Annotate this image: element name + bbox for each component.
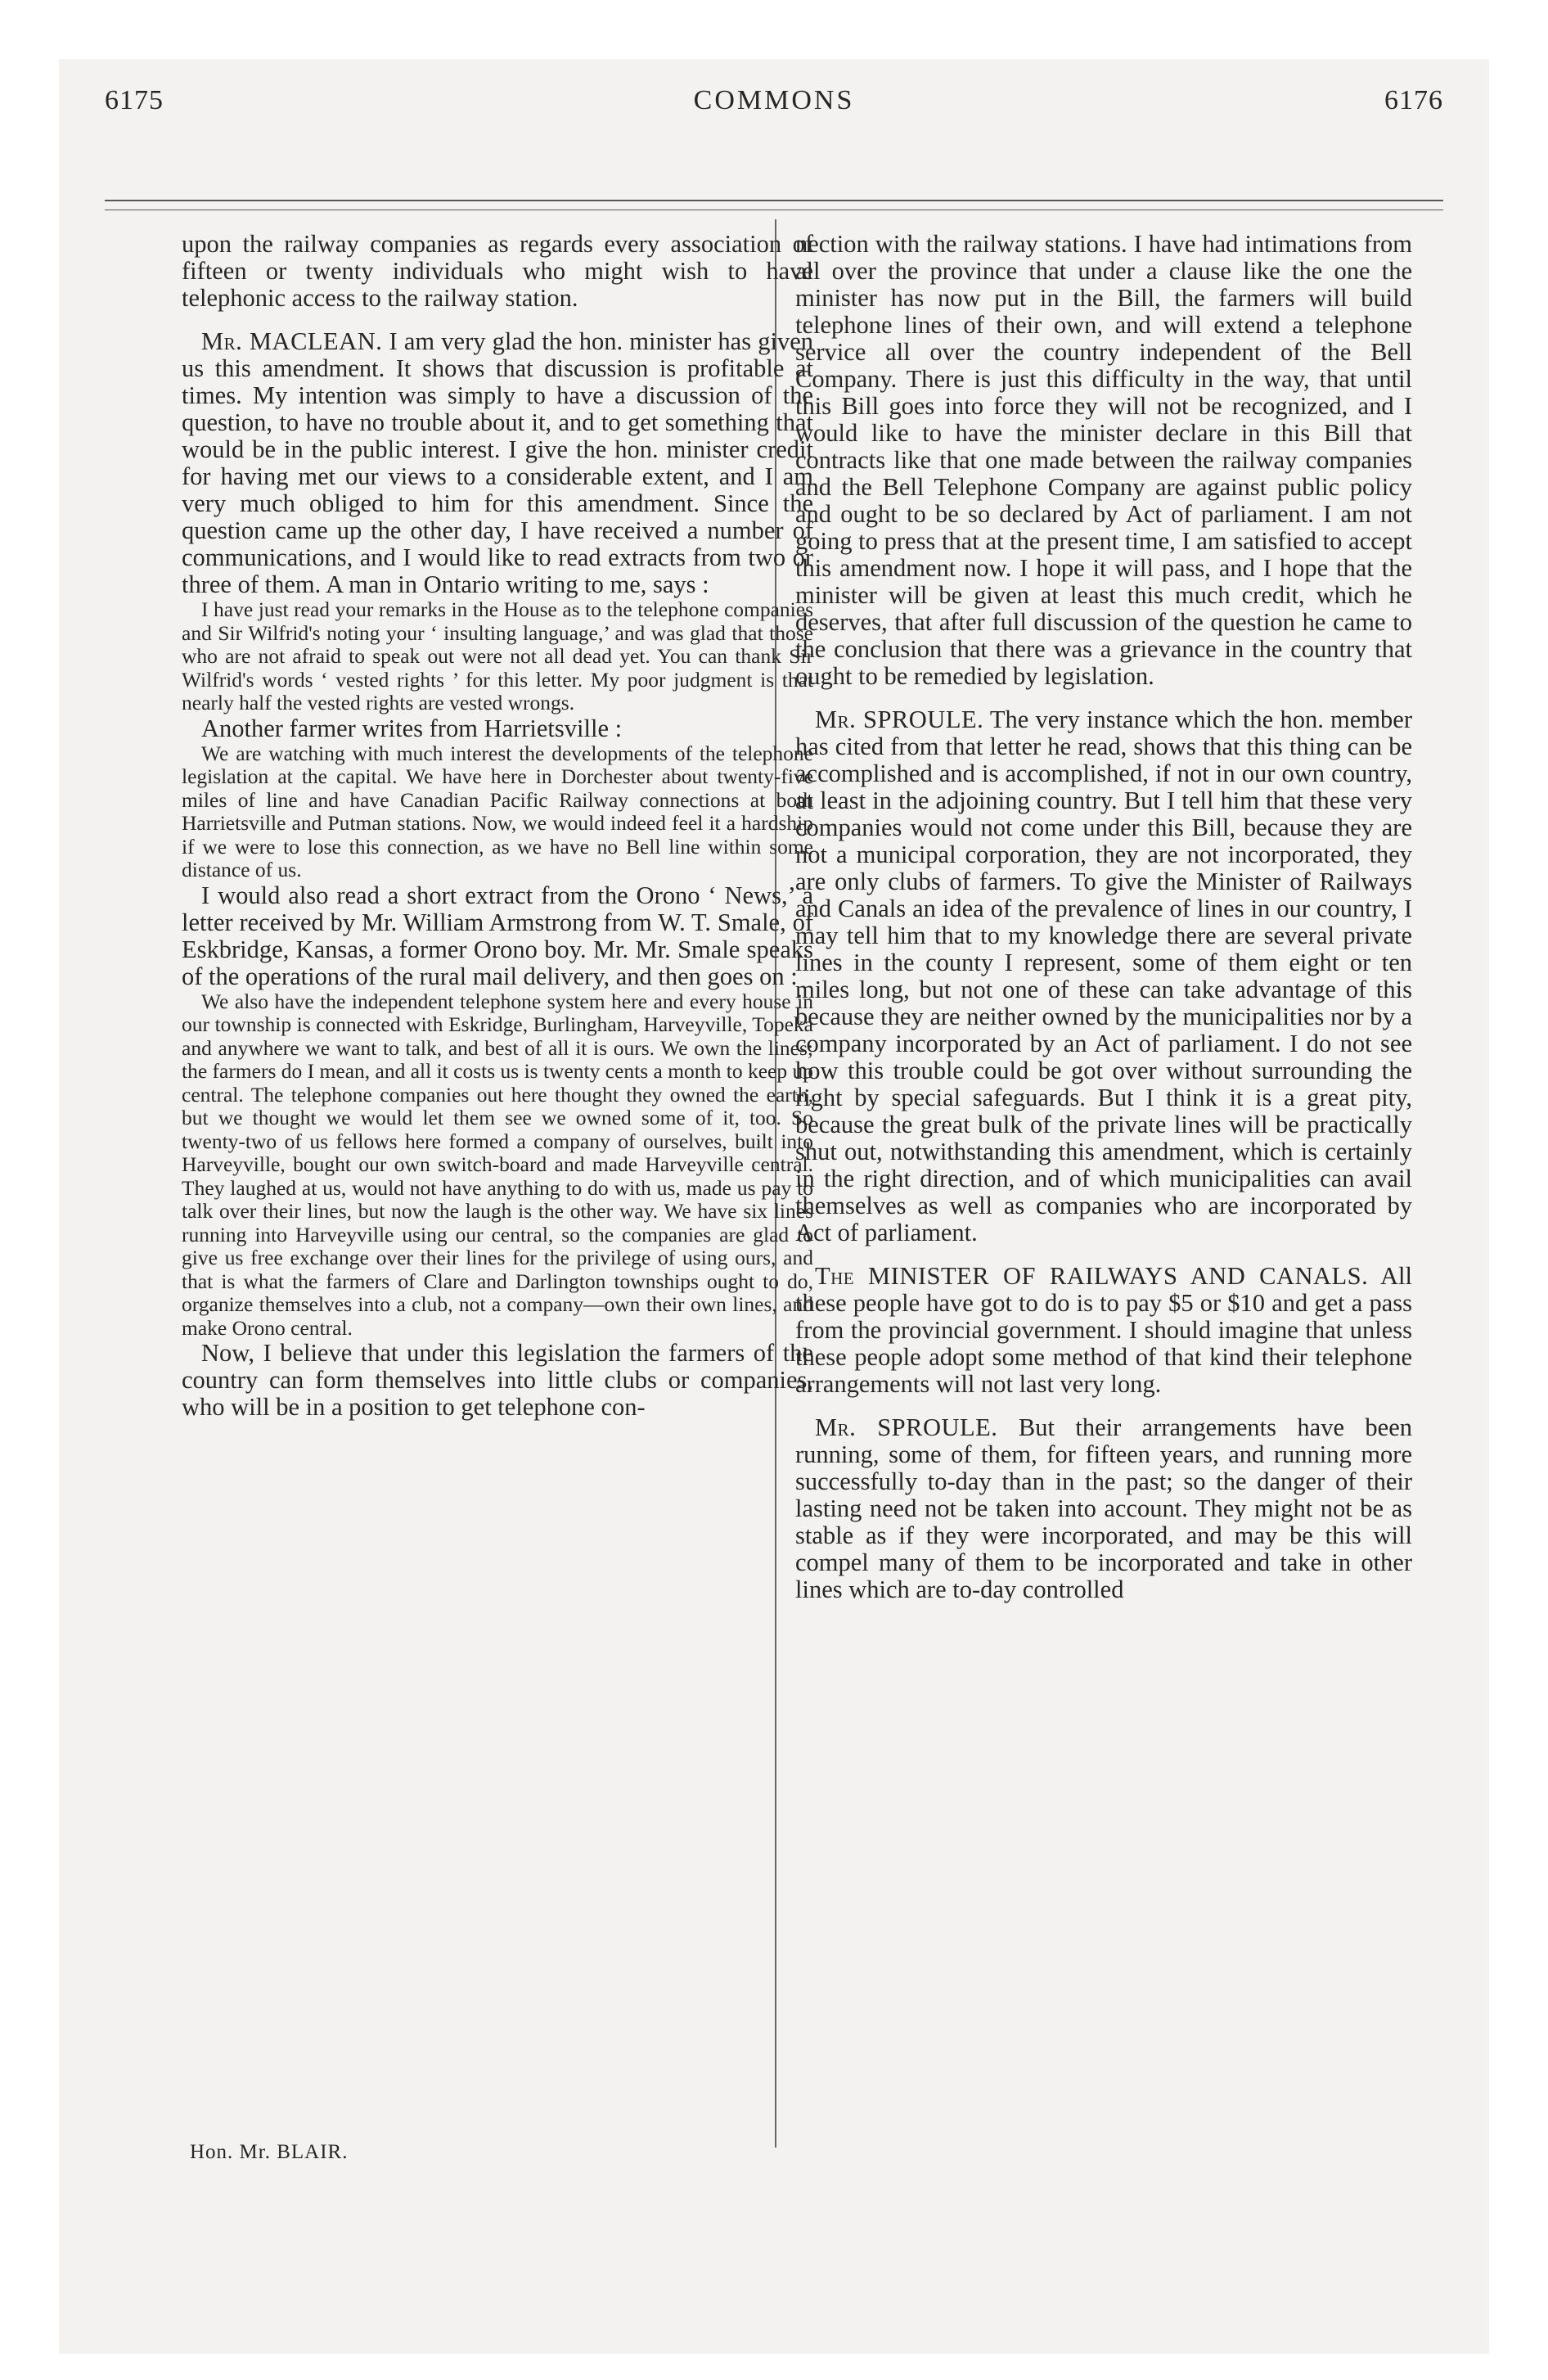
paragraph <box>182 882 813 990</box>
speaker-name: The MINISTER OF RAILWAYS AND CANALS. <box>815 1262 1369 1290</box>
left-column <box>182 231 813 1421</box>
page-number-left: 6175 <box>105 85 164 115</box>
speech-text: Now, I believe that under this legislation the farmers of the country can form themselves into little clubs or companies, who will be in a position to get telephone con- <box>182 1339 813 1421</box>
speech-text: But their arrangements have been running, some of them, for fifteen years, and running more successfully to-day than in the past; so the danger of their lasting need not be taken into account. They might not be as stable as if they were incorporated, and may be this will compel many of them to be incorporated and take in other lines which are to-day controlled <box>795 1413 1412 1603</box>
speech-text: Another farmer writes from Harrietsville : <box>201 714 623 742</box>
speaker-name: Mr. SPROULE. <box>815 705 984 733</box>
quoted-letter <box>182 742 813 882</box>
right-column <box>795 231 1412 1603</box>
page-number-right: 6176 <box>1384 85 1443 115</box>
quote-text: We also have the independent telephone system here and every house in our township is connected with Eskridge, Burlingham, Harveyville, Topeka and anywhere we want to talk, and best of all it is ours. We own the lines; the farmers do I mean, and all it costs us is twenty cents a month to keep up central. The telephone companies out here thought they owned the earth, but we thought we would let them see we owned some of it, too. So twenty-two of us fellows here formed a company of ourselves, built into Harveyville, bought our own switch-board and made Harveyville central. They laughed at us, would not have anything to do with us, made us pay to talk over their lines, but now the laugh is the other way. We have six lines running into Harveyville using our central, so the companies are glad to give us free exchange over their lines for the privilege of using ours, and that is what the farmers of Clare and Darlington townships ought to do, organize themselves into a club, not a company—own their own lines, and make Orono central. <box>182 989 813 1340</box>
quoted-letter <box>182 598 813 715</box>
speech-text: I would also read a short extract from the Orono ‘ News,’ a letter received by Mr. William Armstrong from W. T. Smale, of Eskbridge, Kansas, a former Orono boy. Mr. Mr. Smale speaks of the operations of the rural mail delivery, and then goes on : <box>182 881 813 990</box>
speech-text: All these people have got to do is to pay $5 or $10 and get a pass from the provincial government. I should imagine that unless these people adopt some method of that kind their telephone arrangements will not last very long. <box>795 1262 1412 1398</box>
paragraph: nection with the railway stations. I have had intimations from all over the province that under a clause like the one the minister has now put in the Bill, the farmers will build telephone lines of their own, and will extend a telephone service all over the country independent of the Bell Company. There is just this difficulty in the way, that until this Bill goes into force they will not be recognized, and I would like to have the minister declare in this Bill that contracts like that one made between the railway companies and the Bell Telephone Company are against public policy and ought to be so declared by Act of parliament. I am not going to press that at the present time, I am satisfied to accept this amendment now. I hope it will pass, and I hope that the minister will be given at least this much credit, which he deserves, that after full discussion of the question he came to the conclusion that there was a grievance in the country that ought to be remedied by legislation. <box>795 230 1412 690</box>
paragraph <box>182 328 813 598</box>
footer-speaker-ref: Hon. Mr. BLAIR. <box>190 2141 349 2163</box>
speaker-name: Mr. MACLEAN. <box>201 327 383 355</box>
speaker-name: Mr. SPROULE. <box>815 1413 998 1441</box>
paragraph <box>182 1340 813 1421</box>
paragraph <box>795 1263 1412 1398</box>
quote-text: We are watching with much interest the developments of the telephone legislation at the capital. We have here in Dorchester about twenty-five miles of line and have Canadian Pacific Railway connections at both Harrietsville and Putman stations. Now, we would indeed feel it a hardship if we were to lose this connection, as we have no Bell line within some distance of us. <box>182 741 813 881</box>
running-head: COMMONS <box>693 85 855 115</box>
page-header <box>105 85 1443 134</box>
quoted-letter <box>182 990 813 1341</box>
paragraph <box>182 715 813 742</box>
paragraph: upon the railway companies as regards every association of fifteen or twenty individuals who might wish to have telephonic access to the railway station. <box>182 230 813 312</box>
speech-text: The very instance which the hon. member has cited from that letter he read, shows that this thing can be accomplished and is accomplished, if not in our own country, at least in the adjoining country. But I tell him that these very companies would not come under this Bill, because they are not a municipal corporation, they are not incorporated, they are only clubs of farmers. To give the Minister of Railways and Canals an idea of the prevalence of lines in our country, I may tell him that to my knowledge there are several private lines in the county I represent, some of them eight or ten miles long, but not one of these can take advantage of this because they are neither owned by the municipalities nor by a company incorporated by an Act of parliament. I do not see how this trouble could be got over without surrounding the right by special safeguards. But I think it is a great pity, because the great bulk of the private lines will be practically shut out, notwithstanding this amendment, which is certainly in the right direction, and of which municipalities can avail themselves as well as companies who are incorporated by Act of parliament. <box>795 705 1412 1246</box>
paragraph <box>795 1414 1412 1603</box>
header-rule-thick <box>105 200 1443 201</box>
paragraph <box>795 706 1412 1246</box>
quote-text: I have just read your remarks in the House as to the telephone companies and Sir Wilfrid's noting your ‘ insulting language,’ and was glad that those who are not afraid to speak out were not all dead yet. You can thank Sir Wilfrid's words ‘ vested rights ’ for this letter. My poor judgment is that nearly half the vested rights are vested wrongs. <box>182 597 813 714</box>
speech-text: I am very glad the hon. minister has given us this amendment. It shows that discussion is profitable at times. My intention was simply to have a discussion of the question, to have no trouble about it, and to get something that would be in the public interest. I give the hon. minister credit for having met our views to a considerable extent, and I am very much obliged to him for this amendment. Since the question came up the other day, I have received a number of communications, and I would like to read extracts from two or three of them. A man in Ontario writing to me, says : <box>182 327 814 598</box>
